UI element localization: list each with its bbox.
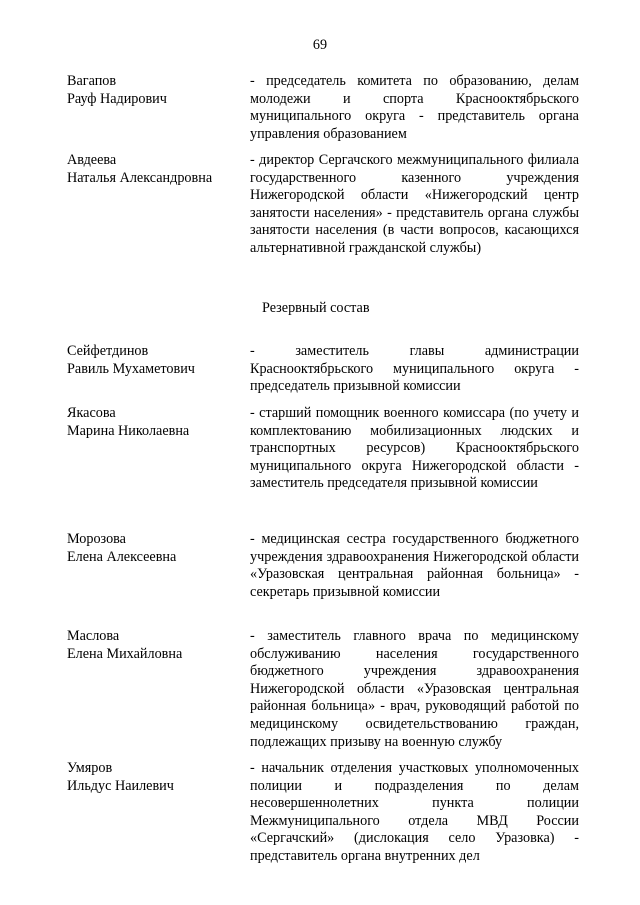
member-given-names: Ильдус Наилевич [67, 777, 174, 794]
member-name [67, 531, 247, 566]
member-surname: Авдеева [67, 152, 117, 168]
member-given-names: Равиль Мухаметович [67, 360, 195, 377]
member-role: - заместитель главного врача по медицинскому обслуживанию населения государственного бюджетного учреждения здравоохранения Нижегородской области «Уразовская центральная районная больница» - врач, руководящий работой по медицинскому освидетельствованию граждан, подлежащих призыву на военную службу [250, 628, 579, 750]
member-name [67, 628, 247, 663]
member-given-names: Рауф Надирович [67, 90, 167, 107]
member-name [67, 405, 247, 440]
member-role: - медицинская сестра государственного бюджетного учреждения здравоохранения Нижегородской области «Уразовская центральная районная больница» - секретарь призывной комиссии [250, 531, 579, 600]
member-surname: Вагапов [67, 73, 117, 89]
member-given-names: Наталья Александровна [67, 169, 213, 186]
member-surname: Морозова [67, 531, 126, 547]
member-role: - заместитель главы администрации Краснооктябрьского муниципального округа - председатель призывной комиссии [250, 343, 579, 395]
member-name [67, 152, 247, 187]
member-name [67, 343, 247, 378]
member-role: - начальник отделения участковых уполномоченных полиции и подразделения по делам несовершеннолетних пункта полиции Межмуниципального отдела МВД России «Сергачский» (дислокация село Уразовка) - представитель органа внутренних дел [250, 760, 579, 864]
member-surname: Якасова [67, 405, 116, 421]
member-name [67, 73, 247, 108]
page-number: 69 [312, 37, 328, 53]
member-surname: Сейфетдинов [67, 343, 149, 359]
member-surname: Маслова [67, 628, 120, 644]
member-given-names: Елена Михайловна [67, 645, 183, 662]
member-surname: Умяров [67, 760, 113, 776]
member-name [67, 760, 247, 795]
member-role: - директор Сергачского межмуниципального филиала государственного казенного учреждения Нижегородской области «Нижегородский центр занятости населения» - представитель органа службы занятости населения (в части вопросов, касающихся альтернативной гражданской службы) [250, 152, 579, 256]
member-role: - старший помощник военного комиссара (по учету и комплектованию мобилизационных людских и транспортных ресурсов) Краснооктябрьского муниципального округа Нижегородской области - заместитель председателя призывной комиссии [250, 405, 579, 492]
section-heading: Резервный состав [262, 300, 370, 316]
member-given-names: Елена Алексеевна [67, 548, 177, 565]
member-role: - председатель комитета по образованию, делам молодежи и спорта Краснооктябрьского муниципального округа - представитель органа управления образованием [250, 73, 579, 142]
member-given-names: Марина Николаевна [67, 422, 190, 439]
